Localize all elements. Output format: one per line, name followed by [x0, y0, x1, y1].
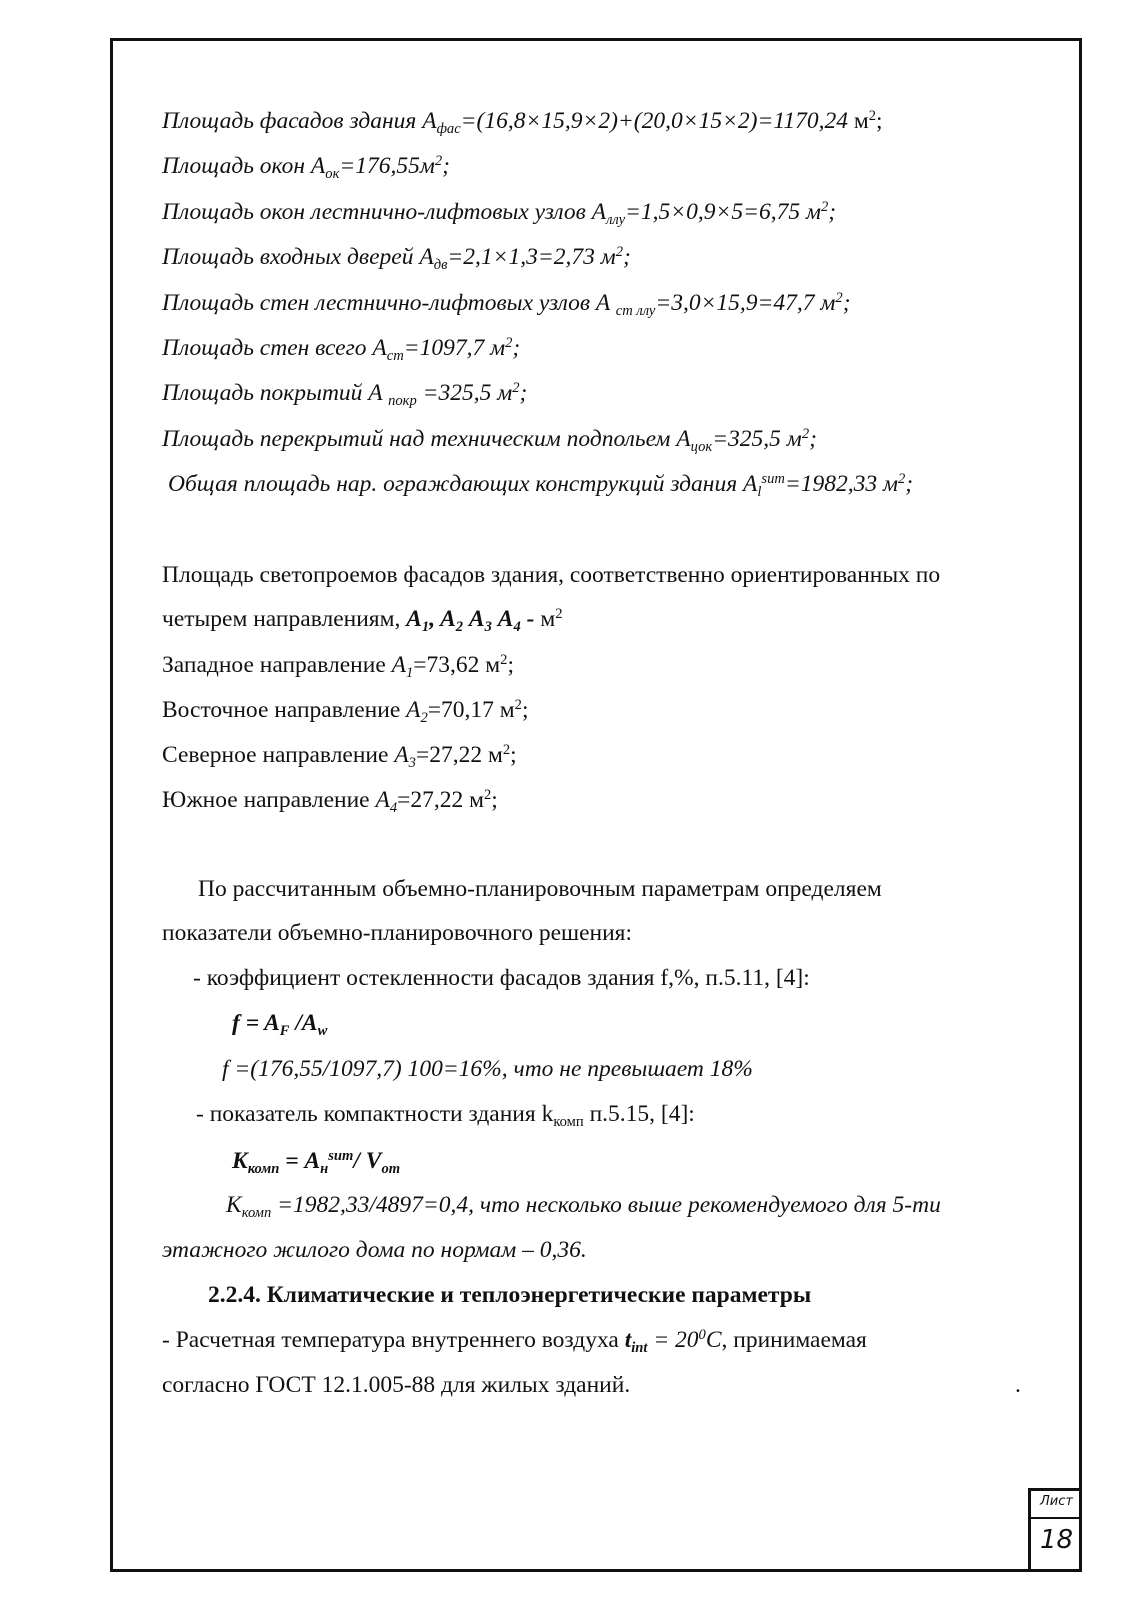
north-direction-line: Северное направление $A_3=27,22$ $м^2$;	[162, 742, 517, 772]
glazing-result: f =(176,55/1097,7) 100=16%, что не превышает 18%	[222, 1056, 753, 1082]
compactness-result-cont: этажного жилого дома по нормам – 0,36.	[162, 1237, 587, 1263]
glazing-coefficient-line: - коэффициент остекленности фасадов здания f,%, п.5.11, [4]:	[193, 965, 810, 991]
compactness-formula: $K_{комп} = A_н^{sum}/$ $V_{от}$	[232, 1148, 401, 1178]
openings-intro: Площадь светопроемов фасадов здания, соответственно ориентированных по	[162, 562, 941, 588]
sheet-number: 18	[1039, 1525, 1074, 1555]
total-area-line: Общая площадь нар. ограждающих конструкций здания $A_l^{sum}=1982,33$ $м^2$;	[168, 471, 914, 501]
glazing-formula: $f = A_F$ $/A_w$	[232, 1010, 328, 1040]
sheet-stamp	[1028, 1488, 1082, 1572]
east-direction-line: Восточное направление $A_2=70,17$ $м^2$;	[162, 697, 529, 727]
calc-paragraph-2: показатели объемно-планировочного решения:	[162, 920, 633, 946]
sheet-label: Лист	[1040, 1494, 1073, 1509]
stamp-divider	[1031, 1517, 1082, 1519]
stair-window-area-line: Площадь окон лестнично-лифтовых узлов $A_{ллу}=1,5\times 0,9\times 5=6,75$ $м^2$;	[162, 199, 837, 229]
stair-wall-area-line: Площадь стен лестнично-лифтовых узлов A $_{ст ллу}$=3,0×15,9=47,7 $м^2$;	[162, 290, 851, 320]
calc-paragraph-1: По рассчитанным объемно-планировочным параметрам определяем	[198, 876, 882, 902]
wall-area-line: Площадь стен всего $A_{ст}=1097,7$ $м^2$;	[162, 335, 521, 365]
trailing-dot: .	[1015, 1372, 1021, 1398]
south-direction-line: Южное направление $A_4=27,22$ $м^2$;	[162, 787, 498, 817]
temperature-line-cont: согласно ГОСТ 12.1.005-88 для жилых зданий.	[162, 1372, 631, 1398]
door-area-line: Площадь входных дверей $A_{дв}=2,1\times 1,3=2,73$ $м^2$;	[162, 244, 631, 274]
temperature-line: - Расчетная температура внутреннего воздуха $t_{int} = 20^0C$, принимаемая	[162, 1327, 867, 1357]
roof-area-line: Площадь покрытий A $_{покр}$ =325,5 $м^2$;	[162, 380, 528, 410]
compactness-result: $K_{комп} =1982,33/4897=0,4$, что несколько выше рекомендуемого для 5-ти	[226, 1192, 941, 1222]
section-heading: 2.2.4. Климатические и теплоэнергетические параметры	[208, 1282, 812, 1308]
floor-area-line: Площадь перекрытий над техническим подпольем $A_{цок}=325,5$ $м^2$;	[162, 426, 817, 456]
window-area-line: Площадь окон $A_{ок}=176,55м^2$;	[162, 153, 450, 183]
openings-directions: четырем направлениям, $A_1$, $A_2$ $A_3$ $A_4 - м^2$	[162, 606, 563, 636]
compactness-line: - показатель компактности здания $k_{комп}$ п.5.15, [4]:	[196, 1101, 695, 1131]
facade-area-line: Площадь фасадов здания $A_{фас}=(16,8\times 15,9\times 2)+(20,0\times 15\times 2)=1170,24$ $м^2$;	[162, 108, 883, 138]
west-direction-line: Западное направление $A_1=73,62$ $м^2$;	[162, 652, 514, 682]
